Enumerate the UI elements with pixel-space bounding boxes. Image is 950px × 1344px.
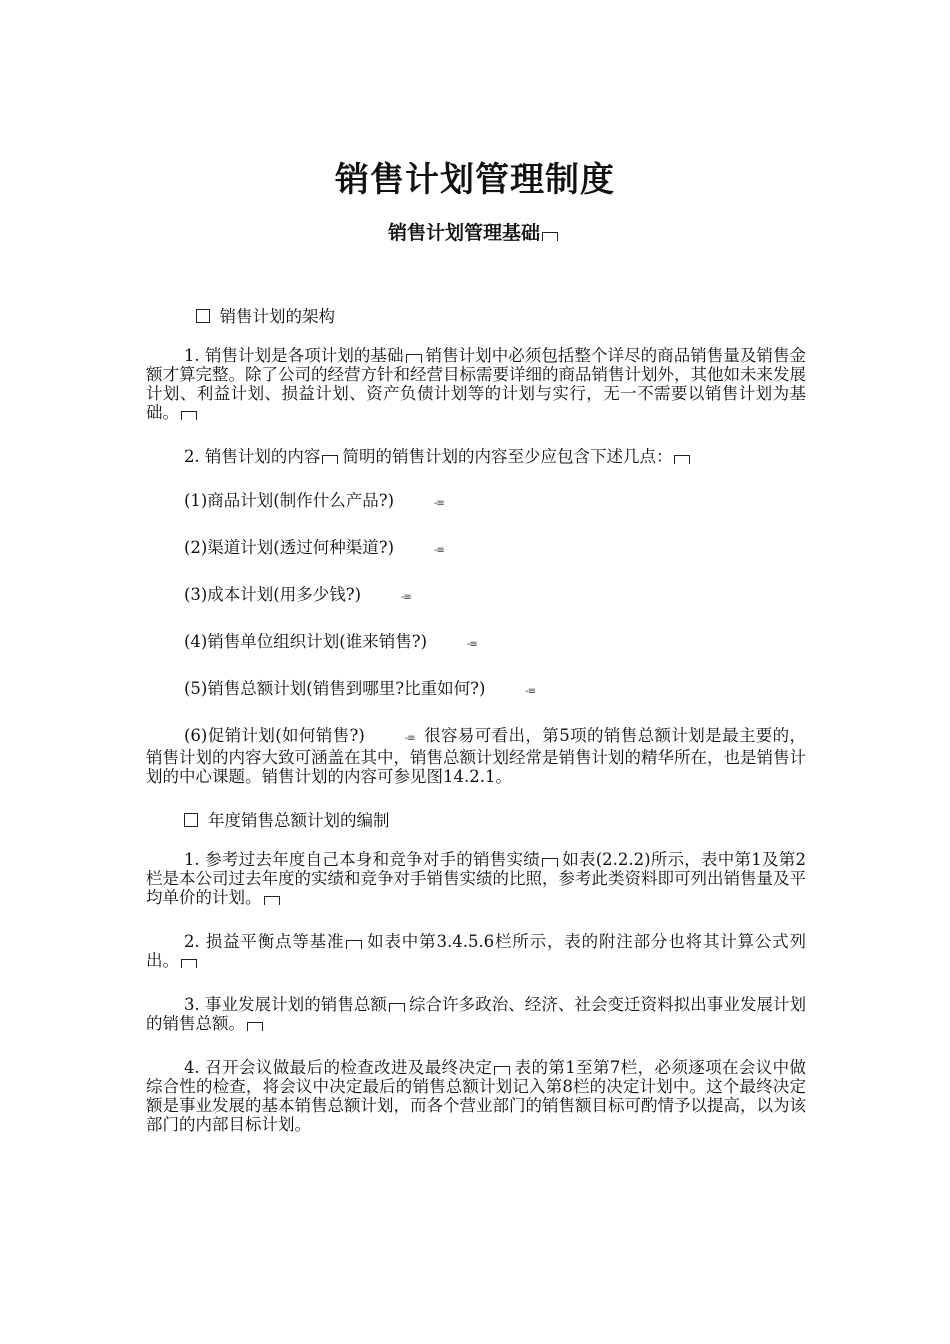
- subtitle-text: 销售计划管理基础: [387, 222, 540, 244]
- paragraph-lead: 4. 召开会议做最后的检查改进及最终决定: [183, 1058, 493, 1077]
- bracket-mark-icon: [542, 858, 558, 867]
- item-continuation: 很容易可看出，第5项的销售总额计划是最主要的，销售计划的内容大致可涵盖在其中，销售总额计划经常是销售计划的精华所在，也是销售计划的中心课题。销售计划的内容可参见图14.2.1。: [146, 726, 806, 786]
- bracket-mark-icon: [264, 896, 280, 905]
- list-item: (1)商品计划(制作什么产品?) -≡: [146, 491, 806, 513]
- paragraph-lead: 1. 参考过去年度自己本身和竞争对手的销售实绩: [183, 850, 540, 869]
- bracket-mark-icon: [181, 959, 197, 968]
- section-heading: 年度销售总额计划的编制: [146, 811, 806, 830]
- paragraph-lead: 2. 销售计划的内容: [183, 447, 321, 466]
- document-body: [146, 307, 806, 1159]
- bracket-mark-icon: [322, 455, 338, 464]
- paragraph-text: 表的第1至第7栏，必须逐项在会议中做综合性的检查，将会议中决定最后的销售总额计划记入第8栏的决定计划中。这个最终决定额是事业发展的基本销售总额计划，而各个营业部门的销售额目标可酌情予以提高，以为该部门的内部目标计划。: [146, 1058, 806, 1134]
- bracket-mark-icon: [406, 354, 422, 363]
- equals-mark-icon: -≡: [525, 686, 536, 697]
- equals-mark-icon: -≡: [466, 639, 477, 650]
- list-item: (6)促销计划(如何销售?) -≡ 很容易可看出，第5项的销售总额计划是最主要的，销售计划的内容大致可涵盖在其中，销售总额计划经常是销售计划的精华所在，也是销售计划的中心课题。销售计划的内容可参见图14.2.1。: [146, 726, 806, 786]
- list-item: (3)成本计划(用多少钱?) -≡: [146, 585, 806, 607]
- bracket-mark-icon: [247, 1022, 263, 1031]
- paragraph: [146, 447, 806, 466]
- list-item: (2)渠道计划(透过何种渠道?) -≡: [146, 538, 806, 560]
- equals-mark-icon: -≡: [400, 592, 411, 603]
- paragraph-lead: 2. 损益平衡点等基准: [183, 932, 345, 951]
- equals-mark-icon: -≡: [404, 733, 415, 744]
- list-item: (5)销售总额计划(销售到哪里?比重如何?) -≡: [146, 679, 806, 701]
- section-heading: 销售计划的架构: [146, 307, 806, 326]
- paragraph-text: 综合许多政治、经济、社会变迁资料拟出事业发展计划的销售总额。: [146, 995, 806, 1033]
- paragraph-lead: 1. 销售计划是各项计划的基础: [183, 346, 404, 365]
- equals-mark-icon: -≡: [433, 498, 444, 509]
- bracket-mark-icon: [542, 232, 558, 241]
- paragraph-text: 简明的销售计划的内容至少应包含下述几点：: [342, 447, 673, 466]
- bracket-mark-icon: [346, 940, 362, 949]
- paragraph: [146, 995, 806, 1033]
- checkbox-icon: [184, 813, 198, 827]
- bracket-mark-icon: [389, 1003, 405, 1012]
- list-item: (4)销售单位组织计划(谁来销售?) -≡: [146, 632, 806, 654]
- paragraph-lead: 3. 事业发展计划的销售总额: [183, 995, 387, 1014]
- paragraph-text: 如表中第3.4.5.6栏所示，表的附注部分也将其计算公式列出。: [146, 932, 806, 970]
- document-subtitle: [0, 218, 950, 248]
- paragraph: [146, 346, 806, 422]
- bracket-mark-icon: [494, 1066, 510, 1075]
- checkbox-icon: [196, 309, 210, 323]
- document-title: 销售计划管理制度: [335, 160, 615, 200]
- paragraph: [146, 850, 806, 907]
- paragraph-text: 销售计划中必须包括整个详尽的商品销售量及销售金额才算完整。除了公司的经营方针和经营目标需要详细的商品销售计划外，其他如未来发展计划、利益计划、损益计划、资产负债计划等的计划与实行，无一不需要以销售计划为基础。: [146, 346, 806, 422]
- paragraph: [146, 1058, 806, 1134]
- paragraph: [146, 932, 806, 970]
- bracket-mark-icon: [181, 411, 197, 420]
- bracket-mark-icon: [674, 455, 690, 464]
- paragraph-text: 如表(2.2.2)所示，表中第1及第2栏是本公司过去年度的实绩和竞争对手销售实绩的比照，参考此类资料即可列出销售量及平均单价的计划。: [146, 850, 806, 907]
- equals-mark-icon: -≡: [433, 545, 444, 556]
